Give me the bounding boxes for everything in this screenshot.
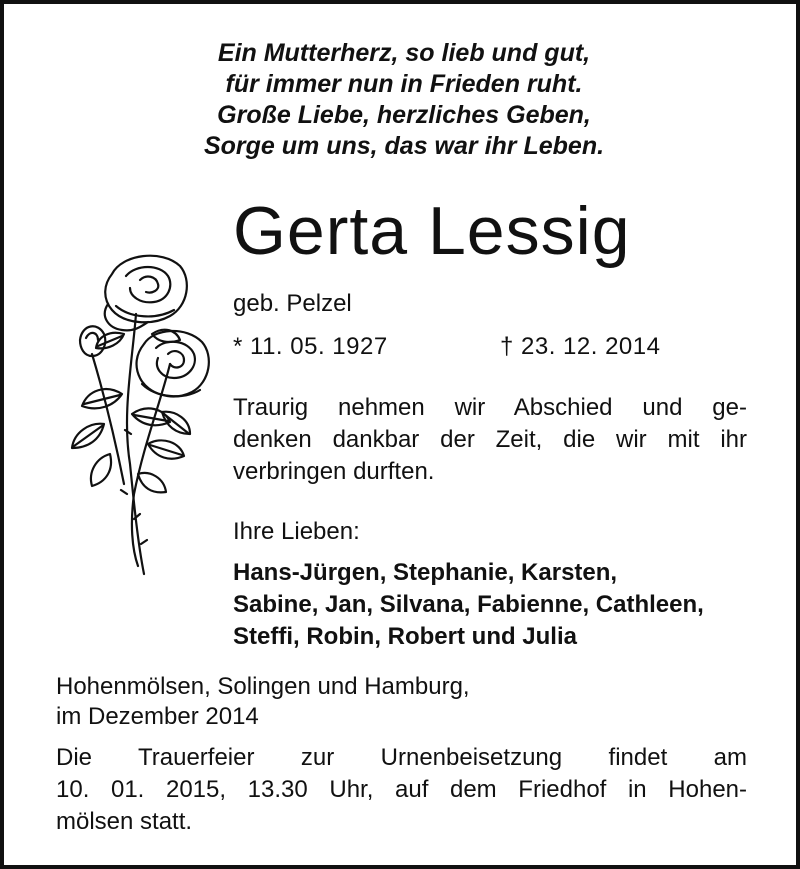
family-line: Sabine, Jan, Silvana, Fabienne, Cathleen, (233, 591, 704, 618)
service-line: mölsen statt. (56, 808, 193, 835)
deceased-name: Gerta Lessig (233, 193, 631, 269)
family-line: Steffi, Robin, Robert und Julia (233, 623, 577, 650)
farewell-line: Traurig nehmen wir Abschied und ge- (233, 394, 747, 421)
poem-line: Ein Mutterherz, so lieb und gut, (217, 39, 591, 67)
poem-line: für immer nun in Frieden ruht. (225, 70, 583, 98)
birth-date: * 11. 05. 1927 (233, 333, 388, 360)
poem (4, 38, 800, 162)
service-line: Die Trauerfeier zur Urnenbeisetzung findet am (56, 744, 747, 771)
funeral-service-text (56, 742, 747, 838)
farewell-text (233, 392, 747, 488)
death-date: † 23. 12. 2014 (500, 333, 661, 360)
farewell-line: verbringen durften. (233, 458, 435, 485)
maiden-name: geb. Pelzel (233, 290, 352, 317)
place-line: im Dezember 2014 (56, 703, 259, 730)
place-and-date (56, 672, 470, 732)
farewell-line: denken dankbar der Zeit, die wir mit ihr (233, 426, 747, 453)
family-line: Hans-Jürgen, Stephanie, Karsten, (233, 559, 618, 586)
poem-line: Sorge um uns, das war ihr Leben. (203, 132, 605, 160)
poem-line: Große Liebe, herzliches Geben, (217, 101, 591, 129)
rose-illustration-icon (52, 244, 212, 584)
service-line: 10. 01. 2015, 13.30 Uhr, auf dem Friedhof in Hohen- (56, 776, 747, 803)
family-label: Ihre Lieben: (233, 518, 360, 545)
family-names (233, 557, 704, 653)
place-line: Hohenmölsen, Solingen und Hamburg, (56, 673, 470, 700)
